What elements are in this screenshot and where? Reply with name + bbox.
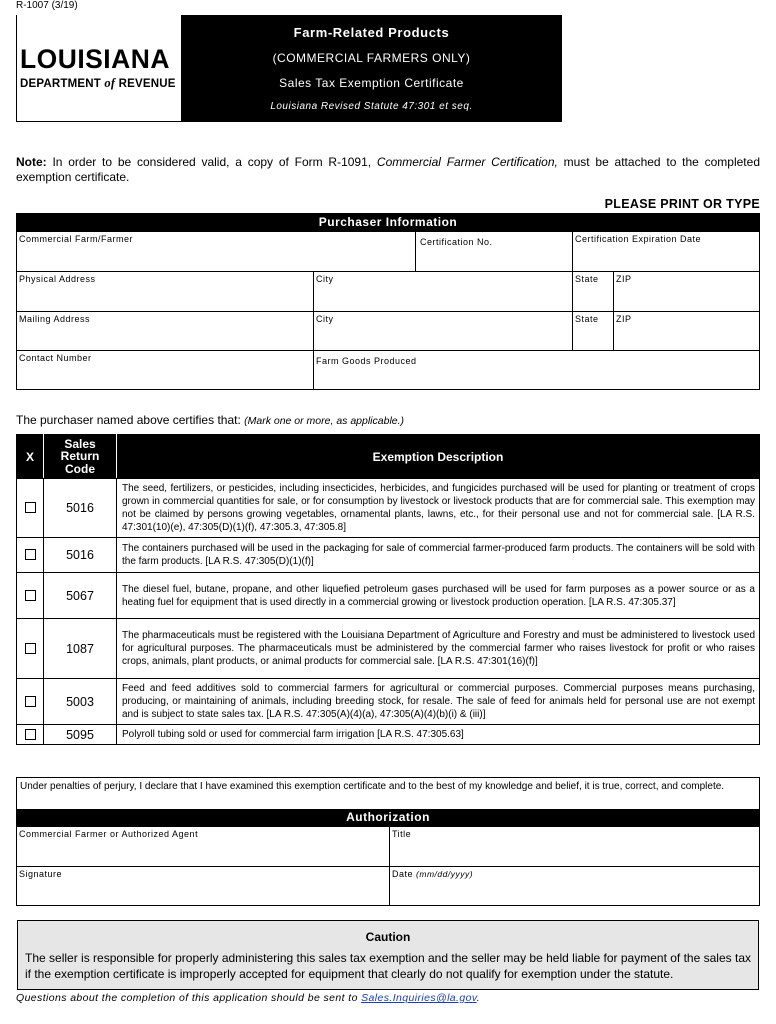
exemption-rows [17, 479, 760, 745]
physical-zip-field[interactable] [613, 271, 760, 312]
note-text: In order to be considered valid, a copy of Form R-1091, [46, 155, 377, 169]
exemption-checkbox-cell [17, 679, 44, 725]
exemption-row [17, 619, 760, 679]
exemption-description: Polyroll tubing sold or used for commercial farm irrigation [LA R.S. 47:305.63] [117, 725, 760, 745]
certifies-hint: (Mark one or more, as applicable.) [244, 415, 405, 427]
exemption-checkbox-cell [17, 573, 44, 619]
exemption-row [17, 538, 760, 573]
physical-city-field[interactable] [313, 271, 573, 312]
physical-address-field[interactable] [16, 271, 314, 312]
purchaser-section-header: Purchaser Information [16, 213, 760, 231]
questions-footer [16, 992, 480, 1004]
exemption-description: The diesel fuel, butane, propane, and other liquefied petroleum gases purchased will be used for farm purposes as a power source or as a heating fuel for equipment that is used directly in a commercial growing or livestock production operation. [LA R.S. 47:305.37] [117, 573, 760, 619]
farm-goods-field[interactable] [313, 350, 760, 390]
exemption-description: Feed and feed additives sold to commercial farmers for agricultural or commercial purposes. Commercial purposes means purchasing, producing, or maintaining of animals, including breeding stock, for resale. The sale of feed for animals held for personal use are not exempt and is subject to state sales tax. [LA R.S. 47:305(A)(4)(a), 47:305(A)(4)(b)(i) & (iii)] [117, 679, 760, 725]
physical-state-field[interactable] [572, 271, 614, 312]
exemption-checkbox-cell [17, 479, 44, 538]
mailing-city-field[interactable] [313, 311, 573, 351]
perjury-declaration: Under penalties of perjury, I declare that I have examined this exemption certificate and to the best of my knowledge and belief, it is true, correct, and complete. [16, 777, 760, 809]
column-header-exemption-description: Exemption Description [117, 435, 760, 479]
exemption-checkbox[interactable] [25, 696, 36, 707]
exemption-row [17, 679, 760, 725]
exemption-checkbox[interactable] [25, 549, 36, 560]
note-text-end: must be attached to the completed exemption certificate. [16, 155, 760, 184]
mailing-address-label: Mailing Address [19, 314, 91, 324]
farm-goods-label: Farm Goods Produced [316, 356, 417, 366]
form-title: Farm-Related Products [293, 25, 450, 40]
date-field[interactable] [389, 866, 760, 906]
exemption-row [17, 479, 760, 538]
exemption-row [17, 573, 760, 619]
logo-dept-word: DEPARTMENT [20, 78, 102, 90]
form-statute: Louisiana Revised Statute 47:301 et seq. [270, 101, 473, 112]
mailing-address-field[interactable] [16, 311, 314, 351]
exemption-table [16, 434, 760, 745]
logo-state-name: LOUISIANA [20, 44, 170, 74]
title-label: Title [392, 829, 412, 839]
signature-field[interactable] [16, 866, 390, 906]
form-certificate-name: Sales Tax Exemption Certificate [279, 76, 464, 90]
exemption-checkbox[interactable] [25, 502, 36, 513]
questions-end: . [476, 992, 481, 1004]
contact-number-label: Contact Number [19, 353, 92, 363]
sales-return-code: 5016 [44, 479, 117, 538]
exemption-checkbox-cell [17, 538, 44, 573]
sales-return-code: 1087 [44, 619, 117, 679]
physical-city-label: City [316, 274, 334, 284]
exemption-checkbox[interactable] [25, 590, 36, 601]
commercial-farm-field[interactable] [16, 231, 416, 272]
sales-return-code: 5067 [44, 573, 117, 619]
exemption-row [17, 725, 760, 745]
note-form-name: Commercial Farmer Certification, [376, 155, 558, 169]
date-format-hint: (mm/dd/yyyy) [416, 869, 474, 879]
commercial-farm-label: Commercial Farm/Farmer [19, 234, 134, 244]
mailing-state-field[interactable] [572, 311, 614, 351]
date-label-text: Date [392, 869, 414, 879]
logo-dept-of: of [104, 76, 116, 90]
certification-expiration-label: Certification Expiration Date [575, 234, 702, 244]
caution-title: Caution [365, 930, 411, 944]
contact-number-field[interactable] [16, 350, 314, 390]
mailing-state-label: State [575, 314, 599, 324]
exemption-checkbox[interactable] [25, 729, 36, 740]
physical-zip-label: ZIP [616, 274, 632, 284]
sales-return-code-header-text: Sales Return Code [60, 436, 100, 476]
exemption-checkbox-cell [17, 619, 44, 679]
authorization-grid [16, 826, 760, 906]
column-header-x: X [17, 435, 44, 479]
sales-return-code: 5016 [44, 538, 117, 573]
mailing-zip-label: ZIP [616, 314, 632, 324]
sales-return-code: 5095 [44, 725, 117, 745]
exemption-checkbox-cell [17, 725, 44, 745]
mailing-zip-field[interactable] [613, 311, 760, 351]
column-header-sales-return-code [44, 435, 117, 479]
logo-department [20, 76, 176, 91]
certification-expiration-field[interactable] [572, 231, 760, 272]
authorized-agent-label: Commercial Farmer or Authorized Agent [19, 829, 199, 839]
purchaser-grid [16, 231, 760, 390]
certification-number-field[interactable] [415, 231, 573, 272]
date-label [392, 869, 473, 879]
exemption-description: The seed, fertilizers, or pesticides, including insecticides, herbicides, and fungicides purchased will be used for planting or treatment of crops grown in commercial quantities for sale, or for consumption by livestock or livestock products that are for commercial sale. This exemption may not be claimed by persons growing vegetables, ornamental plants, lawns, etc., for their personal use and not for commercial sale. [LA R.S. 47:301(10)(e), 47:305(D)(1)(f), 47:305.3, 47:305.8] [117, 479, 760, 538]
note-paragraph [16, 155, 760, 185]
authorization-section-header: Authorization [16, 809, 760, 826]
form-subtitle: (COMMERCIAL FARMERS ONLY) [272, 51, 471, 65]
please-print-instruction: PLEASE PRINT OR TYPE [604, 197, 760, 211]
questions-text: Questions about the completion of this application should be sent to [16, 992, 362, 1004]
sales-return-code: 5003 [44, 679, 117, 725]
logo-revenue-word: REVENUE [118, 78, 176, 90]
exemption-description: The containers purchased will be used in the packaging for sale of commercial farmer-produced farm products. The containers will be sold with the farm products. [LA R.S. 47:305(D)(1)(f)] [117, 538, 760, 573]
authorized-agent-field[interactable] [16, 826, 390, 867]
exemption-checkbox[interactable] [25, 643, 36, 654]
physical-address-label: Physical Address [19, 274, 96, 284]
note-label: Note: [16, 155, 47, 169]
caution-box [17, 920, 759, 990]
physical-state-label: State [575, 274, 599, 284]
certification-number-label: Certification No. [420, 237, 493, 247]
signature-label: Signature [19, 869, 63, 879]
form-number: R-1007 (3/19) [16, 0, 78, 11]
caution-text: The seller is responsible for properly administering this sales tax exemption and the seller may be held liable for payment of the sales tax if the exemption certificate is improperly accepted for equipment that clearly do not qualify for exemption under the statute. [25, 951, 751, 981]
certifies-text: The purchaser named above certifies that: [16, 413, 245, 427]
mailing-city-label: City [316, 314, 334, 324]
exemption-description: The pharmaceuticals must be registered with the Louisiana Department of Agriculture and Forestry and must be administered to livestock used for agricultural purposes. The pharmaceuticals must be administered by the commercial farmer who raises livestock for profit or who raises crops, animals, plant products, or animal products for commercial sale. [LA R.S. 47:301(16)(f)] [117, 619, 760, 679]
sales-inquiries-email-link[interactable]: Sales.Inquiries@la.gov [361, 992, 477, 1004]
title-field[interactable] [389, 826, 760, 867]
certifies-statement [16, 413, 404, 427]
form-title-block [181, 15, 562, 122]
